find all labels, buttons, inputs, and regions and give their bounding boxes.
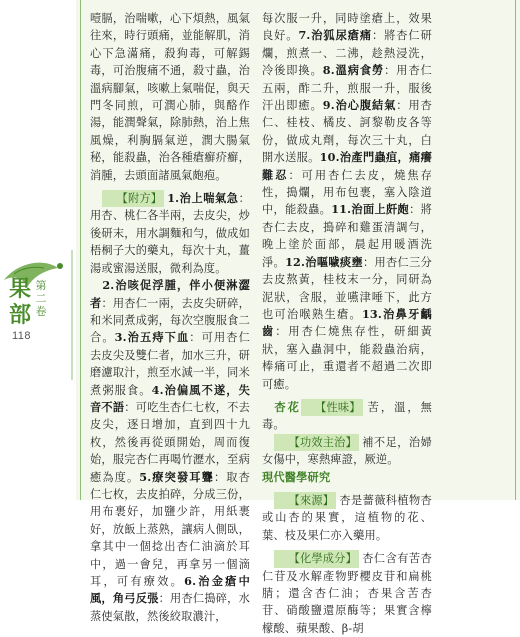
indications (262, 434, 432, 469)
remedy-body: ：用杏、桃仁各半兩，去皮尖，炒後研末，用水調麵和勻，做成如梧桐子大的藥丸，每次十丸，薑湯或蜜湯送服，微利為度。 (90, 192, 250, 275)
remedy-body: 每次服一升，同時塗瘡上，效果良好。 (262, 12, 432, 43)
remedy-title: 13.治鼻牙齲齒 (262, 306, 432, 339)
remedy-title: 1.治上喘氣急 (167, 191, 239, 206)
remedy-body: ：用杏仁三分去皮熬黃，桂枝末一分，同研為泥狀，含服，並嚥津唾下，此方也可治喉熟生瘡。 (262, 255, 432, 321)
chemistry-tag: 【化學成分】 (274, 550, 359, 567)
remedy-title: 6.治金瘡中風，角弓反張 (90, 574, 250, 606)
remedy-body: ：用杏仁一兩，去皮尖研碎，和米同煮成粥，每次空腹服食二合。 (90, 296, 250, 345)
remedy-title: 8.溫病食勞 (322, 63, 385, 78)
remedy-title: 4.治偏風不遂，失音不語 (90, 382, 250, 414)
chapter-title: 果部 (8, 277, 31, 328)
remedy-title: 3.治五痔下血 (114, 330, 190, 345)
remedy-title: 9.治心腹結氣 (322, 98, 397, 113)
intro-paragraph: 噎膈，治喘嗽，心下煩熱，風氣往來，時行頭痛，並能解肌，消心下急滿痛，殺狗毒，可解錫毒，可治腹痛不通，殺寸蟲，治溫病腳氣，咳嗽上氣喘促，與天門冬同煎，可潤心肺，與酪作湯，能潤聲氣，除肺熱，治上焦風燥，利胸膈氣逆，潤大腸氣秘，能殺蟲，治各種瘡癬疥癬，消腫，去頭面諸風氣皰疱。 (90, 12, 250, 182)
page-number: 118 (12, 330, 32, 342)
remedy-title: 5.療突發耳聾 (139, 469, 214, 484)
remedy-body: ：可用杏仁去皮尖及雙仁者，加水三升，研磨濾取汁，煎至水減一半，同米煮粥服食。 (90, 331, 250, 397)
apricot-flower-properties (262, 399, 432, 434)
herb-name: 杏花 (274, 399, 301, 414)
modern-research-heading: 現代醫學研究 (262, 469, 331, 484)
properties-tag: 【性味】 (301, 399, 363, 416)
remedy-body: ：可用杏仁去皮，燒焦存性，搗爛，用布包裹，塞入陰道中，能殺蟲。 (262, 168, 432, 217)
appendix-remedy-1 (90, 190, 250, 277)
leaf-ornament-icon (0, 0, 76, 500)
appendix-remedy-2 (90, 277, 250, 625)
indications-body: 補不足，治婦女傷中，寒熱痺證，厥逆。 (262, 435, 432, 467)
left-column (90, 10, 250, 625)
remedy-body: ：將杏仁研爛，煎煮一、二沸，趁熱浸洗，冷後即換。 (262, 29, 432, 78)
remedy-title: 7.治狐尿瘡痛 (298, 28, 372, 43)
right-column (262, 10, 432, 637)
indications-tag: 【功效主治】 (274, 434, 359, 451)
remedy-body: ：將杏仁去皮，搗碎和雞蛋清調勻，晚上塗於面部，晨起用暖酒洗淨。 (262, 203, 432, 269)
chemistry-section (262, 550, 432, 637)
remedy-body: ：用杏仁搗碎，水蒸使氣散，然後絞取濃汁， (90, 592, 250, 623)
remedy-title: 11.治面上皯皰 (331, 202, 410, 217)
source-body: 杏是薔薇科植物杏或山杏的果實，這植物的花、葉、枝及果仁亦入藥用。 (262, 493, 432, 542)
chapter-sidebar (0, 0, 76, 500)
remedy-body: ：用杏仁燒焦存性，研細黃狀，塞入蟲洞中，能殺蟲治病，棒痛可止，重還者不超過二次即可癒。 (262, 325, 432, 391)
remedy-title: 2.治咳促浮腫，伴小便淋澀者 (90, 278, 250, 310)
remedy-title: 12.治嘔噦痰壅 (285, 254, 363, 269)
properties-body: 苦，溫，無毒。 (262, 400, 432, 432)
remedy-continuation (262, 10, 432, 393)
remedy-body: ：用杏仁、桂枝、橘皮、訶黎勒皮各等份，做成丸劑，每次三十丸，白開水送服。 (262, 99, 432, 165)
remedy-body: ：可吃生杏仁七枚，不去皮尖，逐日增加，直到四十九枚，然後再從頭開始，周而復始，服完杏仁再喝竹瀝水，至病癒為度。 (90, 400, 250, 484)
remedy-body: ：用杏仁五兩，酢二升，煎服一升，服後汗出即癒。 (262, 64, 432, 113)
chemistry-body: 杏仁含有苦杏仁苷及水解產物野櫻皮苷和扁桃腈；還含杏仁油；杏果含苦杏苷、硝酸鹽還原酶等；果實含檸檬酸、蘋果酸、β-胡 (262, 552, 432, 635)
remedy-body: ：取杏仁七枚，去皮拍碎，分成三份，用布裹好，加鹽少許，用紙裹好，放飯上蒸熟，讓病人側臥，拿其中一個捻出杏仁油滴於耳中，過一會兒，再拿另一個滴耳，可有療效。 (90, 470, 250, 588)
appendix-tag: 【附方】 (102, 190, 164, 207)
source-tag: 【來源】 (274, 492, 336, 509)
remedy-title: 10.治產門蟲疽，痛癢難忍 (262, 150, 432, 182)
chapter-subtitle: 第二卷 (35, 279, 47, 318)
